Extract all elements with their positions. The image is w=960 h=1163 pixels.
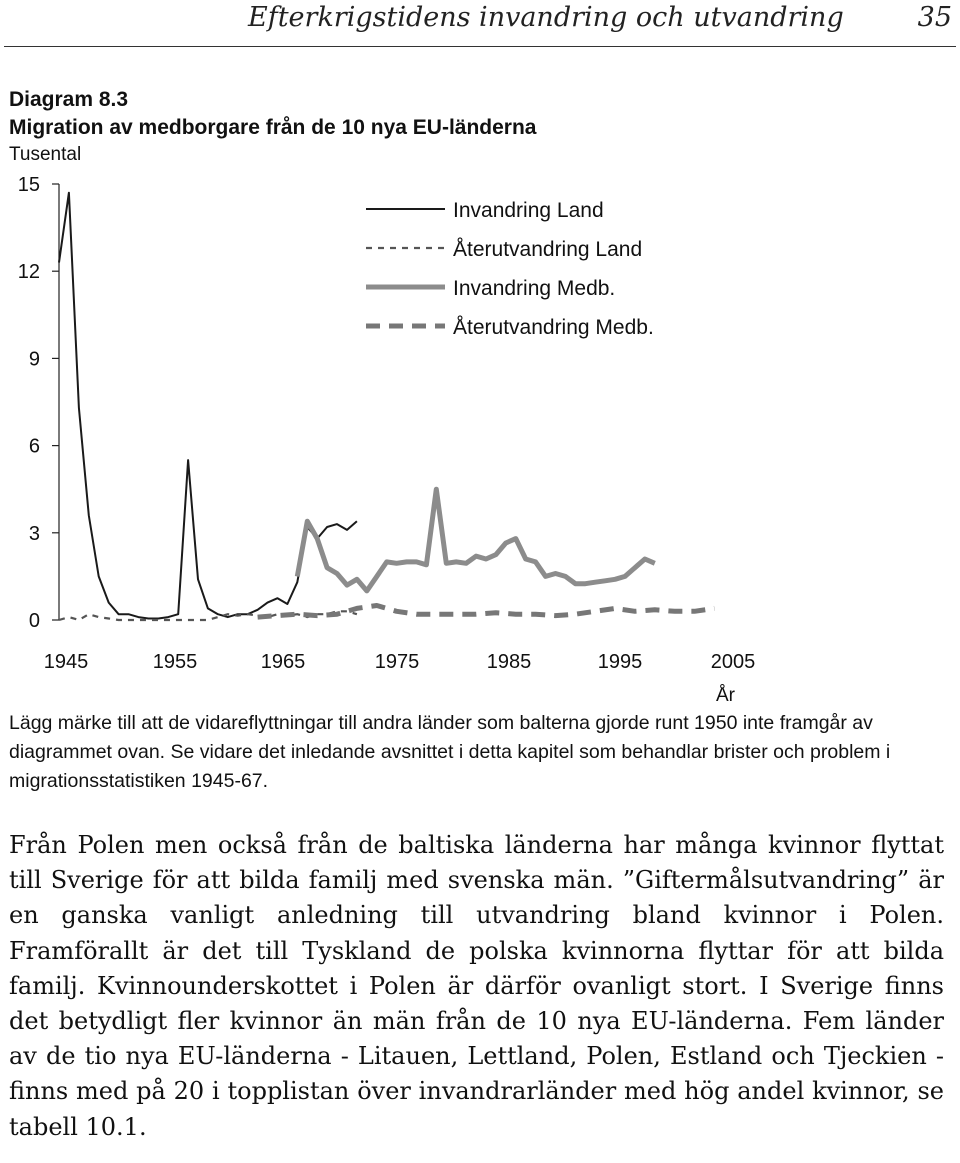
y-tick-label: 3 (28, 522, 40, 545)
legend-label: Invandring Medb. (453, 277, 616, 300)
x-tick-labels (44, 651, 756, 673)
x-tick-label: 1985 (486, 651, 532, 673)
y-tick-label: 6 (28, 435, 40, 458)
y-ticks (18, 174, 59, 632)
page-number: 35 (917, 2, 952, 33)
x-tick-label: 2005 (710, 651, 756, 673)
running-title: Efterkrigstidens invandring och utvandring (248, 2, 844, 33)
x-tick-label: 1965 (260, 651, 306, 673)
y-unit-label: Tusental (9, 144, 82, 165)
series-line-3 (297, 489, 655, 591)
x-axis-label: År (716, 685, 735, 705)
y-axis (18, 174, 59, 632)
figure-caption: Lägg märke till att de vidareflyttningar till andra länder som balterna gjorde runt 1950 inte framgår av diagrammet ovan. Se vidare det inledande avsnittet i detta kapitel som behandlar brister och problem i migrationsstatistiken 1945-67. (9, 712, 891, 792)
legend-label: Invandring Land (453, 199, 604, 222)
y-tick-label: 9 (28, 348, 40, 371)
x-tick-label: 1995 (597, 651, 643, 673)
header-rule (4, 46, 956, 47)
y-tick-label: 0 (28, 610, 40, 632)
y-tick-label: 12 (17, 261, 40, 284)
figure-title: Migration av medborgare från de 10 nya EU-länderna (9, 116, 537, 139)
legend (366, 199, 654, 339)
legend-label: Återutvandring Land (453, 238, 643, 261)
y-tick-label: 15 (17, 174, 40, 196)
body-paragraph: Från Polen men också från de baltiska länderna har många kvinnor flyttat till Sverige för att bilda familj med svenska män. ”Giftermålsutvandring” är en ganska vanligt anledning till utvandring bland kvinnor i Polen. Framförallt är det till Tyskland de polska kvinnorna flyttar för att bilda familj. Kvinnounderskottet i Polen är därför ovanligt stort. I Sverige finns det betydligt fler kvinnor än män från de 10 nya EU-länderna. Fem länder av de tio nya EU-länderna - Litauen, Lettland, Polen, Estland och Tjeckien - finns med på 20 i topplistan över invandrarländer med hög andel kvinnor, se tabell 10.1. (9, 831, 944, 1141)
x-tick-label: 1945 (43, 651, 89, 673)
page-header (0, 0, 960, 50)
legend-label: Återutvandring Medb. (453, 316, 654, 339)
series-line-4 (258, 606, 715, 618)
series-line-1 (59, 193, 357, 619)
x-tick-label: 1955 (152, 651, 198, 673)
x-tick-label: 1975 (374, 651, 420, 673)
migration-line-chart (0, 160, 960, 705)
figure-label: Diagram 8.3 (9, 88, 129, 111)
